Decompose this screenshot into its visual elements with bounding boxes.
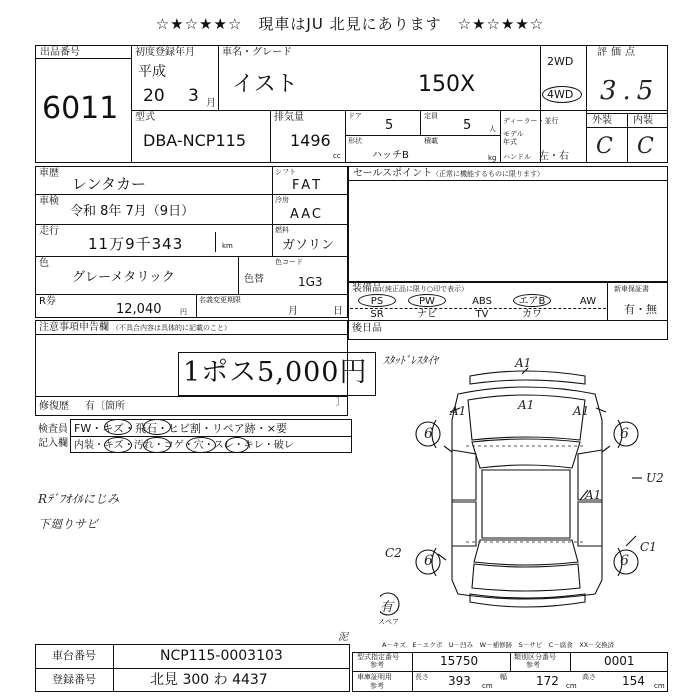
sales-point-label: セールスポイント: [353, 168, 433, 179]
load-label: 積載: [424, 137, 438, 145]
ac-label: 冷房: [275, 196, 289, 204]
equip-abs: ABS: [472, 296, 492, 307]
check-int-items: 内装・キズ・汚れ・コゲ・穴・スレ・キレ・破レ: [74, 440, 294, 451]
first-reg-label: 初度登録年月: [135, 47, 195, 58]
plate-value: 北見 300 わ 4437: [150, 672, 268, 688]
first-reg-year: 20: [143, 86, 165, 106]
score-ext-label: 外装: [592, 115, 612, 126]
displacement-label: 排気量: [274, 112, 304, 123]
dims-label-2: 参考: [370, 682, 384, 690]
first-reg-era: 平成: [138, 64, 166, 80]
notes-note: （不具合内容は具体的に記載のこと）: [112, 324, 231, 332]
check-int-hole-circle: [225, 437, 249, 453]
tire-rl: 6: [424, 553, 433, 569]
tire-fl: 6: [424, 426, 433, 442]
equip-tv: TV: [475, 309, 489, 320]
type-label: 型式: [135, 112, 155, 123]
warranty-label: 新車保証書: [614, 285, 649, 293]
dims-length: 393: [448, 674, 471, 688]
displacement-unit: cc: [333, 152, 341, 160]
recycle-value: 12,040: [116, 302, 162, 317]
spare-label: スペア: [378, 618, 399, 626]
dims-height: 154: [622, 674, 645, 688]
score-int-label: 内装: [633, 115, 653, 126]
banner: ☆★☆★★☆ 現車はJU 北見にあります ☆★☆★★☆: [155, 15, 545, 33]
check-label-1: 検査員: [38, 424, 68, 435]
equip-pw-circle: [408, 294, 446, 307]
check-ext-items: FW・キズ・飛石・ヒビ割・リペア跡・×要: [74, 422, 287, 435]
equip-airbag-circle: [513, 294, 551, 307]
lot-number: 6011: [42, 91, 119, 126]
check-int-burn-circle: [186, 437, 216, 453]
equip-sr: SR: [370, 309, 384, 320]
score-label: 評価点: [597, 47, 639, 58]
posteriori-label: 後日品: [352, 323, 382, 334]
doors-value: 5: [385, 118, 394, 133]
category-label: 類別区分番号: [514, 653, 556, 661]
dims-length-label: 長さ: [415, 673, 429, 681]
score-ext-value: C: [596, 134, 613, 159]
equip-airbag: エアB: [518, 296, 546, 307]
fuel-label: 燃料: [275, 226, 289, 234]
handle-value: 左・右: [539, 151, 569, 162]
designation-sub: 参考: [370, 661, 384, 669]
shape-label: 形状: [348, 137, 362, 145]
dims-width: 172: [536, 674, 559, 688]
handle-label: ハンドル: [503, 153, 531, 161]
dims-label-1: 車庫証明用: [357, 673, 392, 681]
sales-point-note: （正常に機能するものに限ります）: [432, 170, 544, 178]
model-year-label-2: 年式: [503, 138, 517, 146]
mileage-value: 11万9千343: [88, 235, 184, 253]
capacity-unit: 人: [489, 125, 496, 133]
vehicle-diagram: [380, 350, 680, 640]
notes-label: 注意事項申告欄: [39, 322, 109, 333]
tire-rr: 6: [620, 553, 629, 569]
equip-aw: AW: [579, 296, 597, 307]
dims-length-unit: cm: [482, 682, 493, 690]
equip-navi: ナビ: [417, 309, 437, 320]
color-value: グレーメタリック: [72, 270, 175, 285]
check-ext-chip-circle: [143, 419, 171, 435]
designation-value: 15750: [440, 654, 479, 668]
dealer-label: ディーラー・並行: [503, 117, 559, 125]
mark-a1-right-fender: A1: [573, 404, 590, 418]
inspection-label: 車検: [39, 196, 59, 207]
equip-ps: PS: [370, 296, 384, 307]
model-label: 車名・グレード: [222, 47, 292, 58]
handwritten-stud-tires: ｽﾀｯﾄﾞﾚｽﾀｲﾔ: [383, 354, 438, 367]
dims-height-unit: cm: [654, 682, 665, 690]
posteriori-frame: [348, 320, 668, 340]
color-code-label: 色コード: [275, 258, 303, 266]
category-value: 0001: [604, 654, 635, 668]
chassis-value: NCP115-0003103: [160, 648, 283, 664]
color-change-label: 色替: [244, 274, 264, 285]
capacity-value: 5: [463, 118, 472, 133]
doors-label: ドア: [348, 112, 362, 120]
mud-mark: 泥: [338, 632, 348, 643]
capacity-label: 定員: [424, 112, 438, 120]
plate-label: 登録番号: [52, 673, 96, 686]
chassis-label: 車台番号: [52, 649, 96, 662]
equipment-label: 装備品: [352, 283, 382, 294]
ac-value: AAC: [290, 207, 323, 222]
sales-frame: [348, 166, 668, 282]
tire-fr: 6: [620, 426, 629, 442]
fuel-value: ガソリン: [282, 238, 335, 253]
first-reg-month: 3: [188, 86, 199, 106]
damage-legend-text: A－キズ E－エクボ U－凹み W－補修跡 S－サビ C－腐食 XX－交換済: [382, 641, 615, 649]
mark-a1-front: A1: [515, 356, 532, 370]
recycle-unit: 円: [180, 308, 187, 316]
shape-value: ハッチB: [372, 150, 409, 161]
shift-value: FAT: [292, 178, 324, 193]
shift-label: シフト: [275, 168, 296, 176]
check-int-stain-circle: [143, 437, 171, 453]
equipment-note: （純正品に限り○印で表示）: [378, 285, 469, 293]
history-label: 車歴: [39, 168, 59, 179]
color-label: 色: [39, 258, 49, 269]
tax-label: 名義変更期限: [199, 296, 241, 304]
tax-month: 月: [288, 306, 298, 317]
mark-a1-right-door: A1: [585, 488, 602, 502]
repair-value: 有〔箇所: [85, 401, 125, 412]
model-grade: 150X: [418, 72, 476, 97]
mark-u2: U2: [646, 471, 664, 485]
check-int-scratch-circle: [104, 437, 132, 453]
repair-close: 〕: [336, 397, 346, 408]
handwritten-note-2: 下廻りサビ: [38, 517, 99, 531]
mark-a1-left-fender: A1: [450, 404, 467, 418]
designation-label: 型式指定番号: [357, 653, 399, 661]
drive-2wd: 2WD: [547, 55, 574, 68]
score-int-value: C: [637, 134, 654, 159]
mileage-label: 走行: [39, 226, 59, 237]
equip-leather: カワ: [522, 309, 542, 320]
equip-ps-circle: [358, 294, 396, 307]
displacement-value: 1496: [290, 131, 331, 150]
equip-pw: PW: [419, 296, 435, 307]
model-name: イスト: [232, 72, 298, 97]
load-unit: kg: [488, 154, 497, 162]
price-stamp: 1ポス5,000円: [183, 357, 368, 388]
color-code-value: 1G3: [298, 275, 323, 289]
check-ext-scratch-circle: [104, 419, 132, 435]
dims-height-label: 高さ: [582, 673, 596, 681]
spare-mark: 有: [380, 600, 394, 615]
score-value: 3.5: [600, 76, 660, 106]
check-label-2: 記入欄: [38, 438, 68, 449]
dims-width-unit: cm: [566, 682, 577, 690]
mark-c1: C1: [640, 540, 657, 554]
history-value: レンタカー: [72, 175, 147, 193]
lot-label: 出品番号: [40, 47, 80, 58]
handwritten-note-1: Rﾃﾞﾌｵｲﾙにじみ: [38, 492, 120, 506]
drive-4wd: 4WD: [547, 88, 574, 101]
first-reg-month-unit: 月: [206, 98, 216, 109]
category-sub: 参考: [526, 661, 540, 669]
recycle-label: R券: [39, 296, 56, 307]
model-year-label-1: モデル: [503, 130, 524, 138]
inspection-value: 令和 8年 7月（9日）: [70, 204, 195, 219]
warranty-value: 有・無: [624, 303, 657, 316]
tax-day: 日: [333, 306, 343, 317]
type-value: DBA-NCP115: [143, 131, 246, 150]
mileage-unit: km: [222, 242, 233, 250]
dims-width-label: 幅: [500, 673, 507, 681]
mark-a1-hood: A1: [518, 398, 535, 412]
repair-label: 修復歴: [39, 401, 69, 412]
mark-c2: C2: [385, 546, 402, 560]
